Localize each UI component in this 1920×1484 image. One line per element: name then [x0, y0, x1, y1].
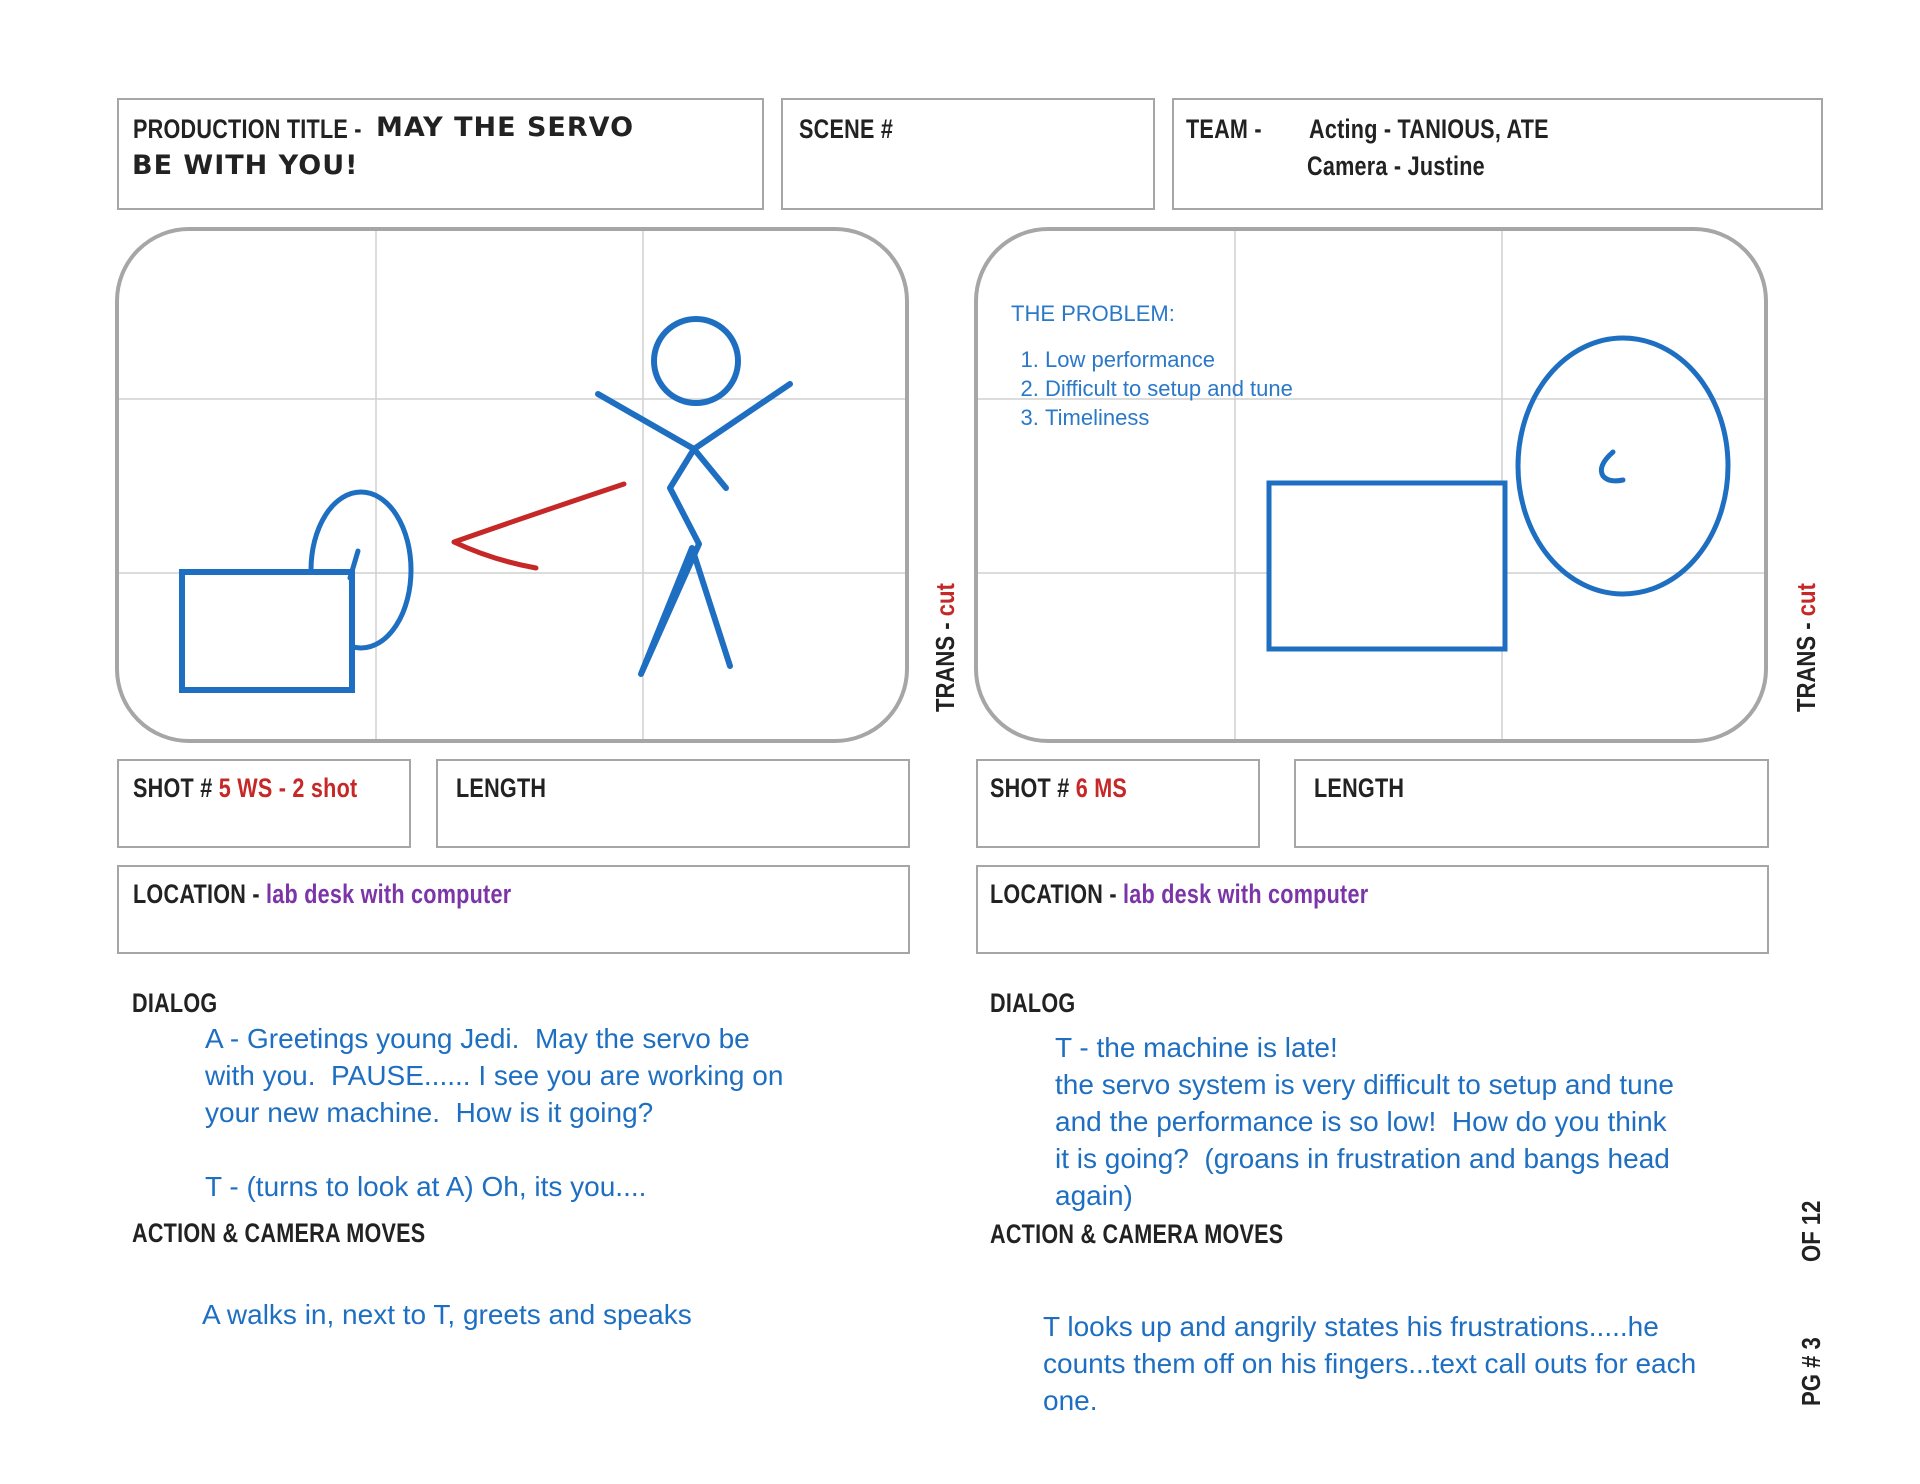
frame-left [114, 226, 914, 746]
team-camera-value: Justine [1407, 151, 1485, 181]
shot-box-left [117, 759, 411, 848]
production-title-line1: MAY THE SERVO [376, 112, 635, 143]
trans-left-label: TRANS - [930, 616, 960, 712]
team-acting [1309, 114, 1549, 145]
dialog-right-text: T - the machine is late! the servo system is very difficult to setup and tune and the performance is so low! How do you think it is going? (groans in frustration and bangs head again) [1055, 1032, 1674, 1211]
shot-left-label: SHOT # [133, 773, 219, 803]
shot-left [133, 773, 357, 804]
shot-left-value: 5 WS - 2 shot [218, 773, 358, 803]
team-acting-label: Acting - [1309, 114, 1398, 144]
team-box [1172, 98, 1823, 210]
team-camera-label: Camera - [1307, 151, 1408, 181]
length-right-label: LENGTH [1314, 773, 1405, 803]
dialog-left-label: DIALOG [132, 988, 218, 1018]
length-box-left [436, 759, 910, 848]
location-left-value: lab desk with computer [266, 879, 512, 909]
team-acting-value: TANIOUS, ATE [1397, 114, 1549, 144]
location-box-right [976, 865, 1769, 954]
action-right-text: T looks up and angrily states his frustrations.....he counts them off on his fingers...text call outs for each one. [1043, 1311, 1697, 1416]
trans-left [930, 583, 961, 712]
shot-right-label: SHOT # [990, 773, 1076, 803]
problem-list [1011, 345, 1371, 432]
problem-callout [1011, 299, 1371, 432]
team-camera [1307, 151, 1485, 182]
location-box-left [117, 865, 910, 954]
problem-item: 2. Difficult to setup and tune [1045, 374, 1371, 403]
production-title-line2: BE WITH YOU! [132, 150, 359, 181]
location-left [133, 879, 511, 910]
shot-right [990, 773, 1127, 804]
production-title-label: PRODUCTION TITLE - [133, 114, 362, 144]
action-right-label: ACTION & CAMERA MOVES [990, 1219, 1284, 1249]
problem-title: THE PROBLEM: [1011, 301, 1175, 326]
problem-item: 1. Low performance [1045, 345, 1371, 374]
scene-label: SCENE # [799, 114, 894, 144]
location-right-value: lab desk with computer [1123, 879, 1369, 909]
action-left-label: ACTION & CAMERA MOVES [132, 1218, 426, 1248]
length-box-right [1294, 759, 1769, 848]
team-label: TEAM - [1186, 114, 1262, 144]
trans-right-label: TRANS - [1791, 616, 1821, 712]
problem-item: 3. Timeliness [1045, 403, 1371, 432]
dialog-left-text: A - Greetings young Jedi. May the servo be with you. PAUSE...... I see you are working on your new machine. How is it going? T - (turns to look at A) Oh, its you.... [205, 1023, 784, 1202]
desk-sketch [182, 572, 352, 690]
length-left-label: LENGTH [456, 773, 547, 803]
dialog-right-label: DIALOG [990, 988, 1076, 1018]
desk-sketch [1269, 483, 1505, 649]
page-of-label: OF 12 [1796, 1200, 1826, 1262]
page-number-label: PG # 3 [1796, 1337, 1826, 1406]
location-right-label: LOCATION - [990, 879, 1124, 909]
trans-left-value: cut [930, 583, 960, 617]
trans-right [1791, 583, 1822, 712]
shot-box-right [976, 759, 1260, 848]
action-left-text: A walks in, next to T, greets and speaks [202, 1299, 692, 1330]
shot-right-value: 6 MS [1075, 773, 1128, 803]
location-left-label: LOCATION - [133, 879, 267, 909]
trans-right-value: cut [1791, 583, 1821, 617]
scene-box [781, 98, 1155, 210]
location-right [990, 879, 1368, 910]
